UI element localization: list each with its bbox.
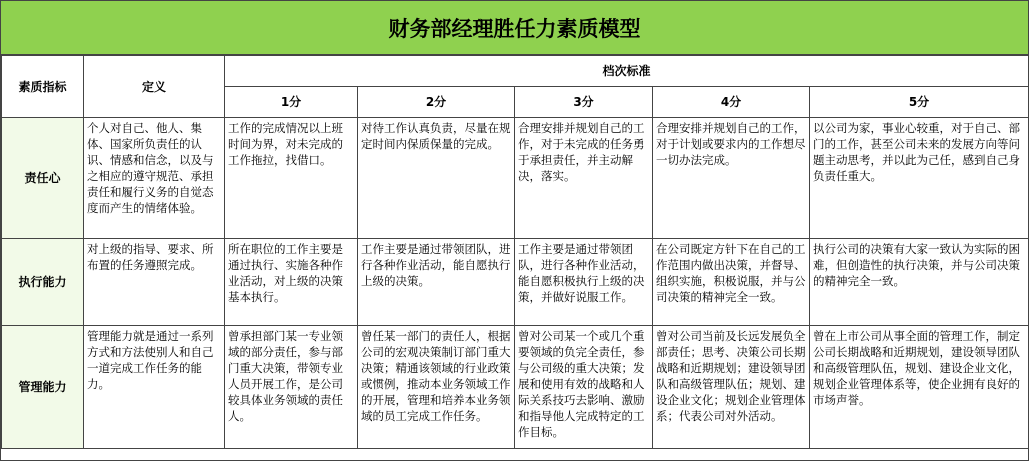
table-row (2, 118, 1029, 239)
table-row (2, 239, 1029, 326)
header-level-2: 2分 (358, 87, 515, 118)
definition-cell: 个人对自己、他人、集体、国家所负责任的认识、情感和信念，以及与之相应的遵守规范、承担责任和履行义务的自觉态度而产生的情绪体验。 (84, 118, 225, 239)
level-cell: 曾任某一部门的责任人，根据公司的宏观决策制订部门重大决策；精通该领域的行业政策或惯例，推动本业务领域工作的开展，管理和培养本业务领域的员工完成工作任务。 (358, 326, 515, 449)
level-cell: 以公司为家，事业心较重，对于自己、部门的工作，甚至公司未来的发展方向等问题主动思考，并以此为己任，感到自己身负责任重大。 (810, 118, 1029, 239)
level-cell: 工作主要是通过带领团队，进行各种作业活动，能自愿执行上级的决策。 (358, 239, 515, 326)
definition-cell: 对上级的指导、要求、所布置的任务遵照完成。 (84, 239, 225, 326)
header-levels-group: 档次标准 (225, 56, 1029, 87)
page-title: 财务部经理胜任力素质模型 (1, 1, 1028, 55)
header-row (2, 56, 1029, 87)
competency-table (1, 55, 1029, 449)
header-definition: 定义 (84, 56, 225, 118)
header-level-5: 5分 (810, 87, 1029, 118)
table-row (2, 326, 1029, 449)
level-cell: 工作主要是通过带领团队，进行各种作业活动，能自愿积极执行上级的决策，并做好说服工作。 (515, 239, 653, 326)
level-cell: 曾对公司某一个或几个重要领域的负完全责任，参与公司级的重大决策；发展和使用有效的战略和人际关系技巧去影响、激励和指导他人完成特定的工作目标。 (515, 326, 653, 449)
level-cell: 工作的完成情况以上班时间为界，对未完成的工作拖拉，找借口。 (225, 118, 358, 239)
level-cell: 在公司既定方针下在自己的工作范围内做出决策，并督导、组织实施，积极说服，并与公司决策的精神完全一致。 (653, 239, 810, 326)
indicator-cell: 责任心 (2, 118, 84, 239)
indicator-cell: 管理能力 (2, 326, 84, 449)
level-cell: 对待工作认真负责，尽量在规定时间内保质保量的完成。 (358, 118, 515, 239)
level-cell: 合理安排并规划自己的工作，对于计划或要求内的工作想尽一切办法完成。 (653, 118, 810, 239)
definition-cell: 管理能力就是通过一系列方式和方法使别人和自己一道完成工作任务的能力。 (84, 326, 225, 449)
indicator-cell: 执行能力 (2, 239, 84, 326)
header-level-3: 3分 (515, 87, 653, 118)
header-level-1: 1分 (225, 87, 358, 118)
level-cell: 曾承担部门某一专业领域的部分责任，参与部门重大决策，带领专业人员开展工作，是公司较具体业务领域的责任人。 (225, 326, 358, 449)
level-cell: 执行公司的决策有大家一致认为实际的困难，但创造性的执行决策，并与公司决策的精神完全一致。 (810, 239, 1029, 326)
level-cell: 曾对公司当前及长远发展负全部责任；思考、决策公司长期战略和近期规划；建设领导团队和高级管理队伍；规划、建设企业文化；规划企业管理体系；代表公司对外活动。 (653, 326, 810, 449)
header-level-4: 4分 (653, 87, 810, 118)
level-cell: 合理安排并规划自己的工作，对于未完成的任务勇于承担责任，并主动解决，落实。 (515, 118, 653, 239)
level-cell: 曾在上市公司从事全面的管理工作，制定公司长期战略和近期规划，建设领导团队和高级管理队伍，规划、建设企业文化，规划企业管理体系等，使企业拥有良好的市场声誉。 (810, 326, 1029, 449)
level-cell: 所在职位的工作主要是通过执行、实施各种作业活动，对上级的决策基本执行。 (225, 239, 358, 326)
header-indicator: 素质指标 (2, 56, 84, 118)
